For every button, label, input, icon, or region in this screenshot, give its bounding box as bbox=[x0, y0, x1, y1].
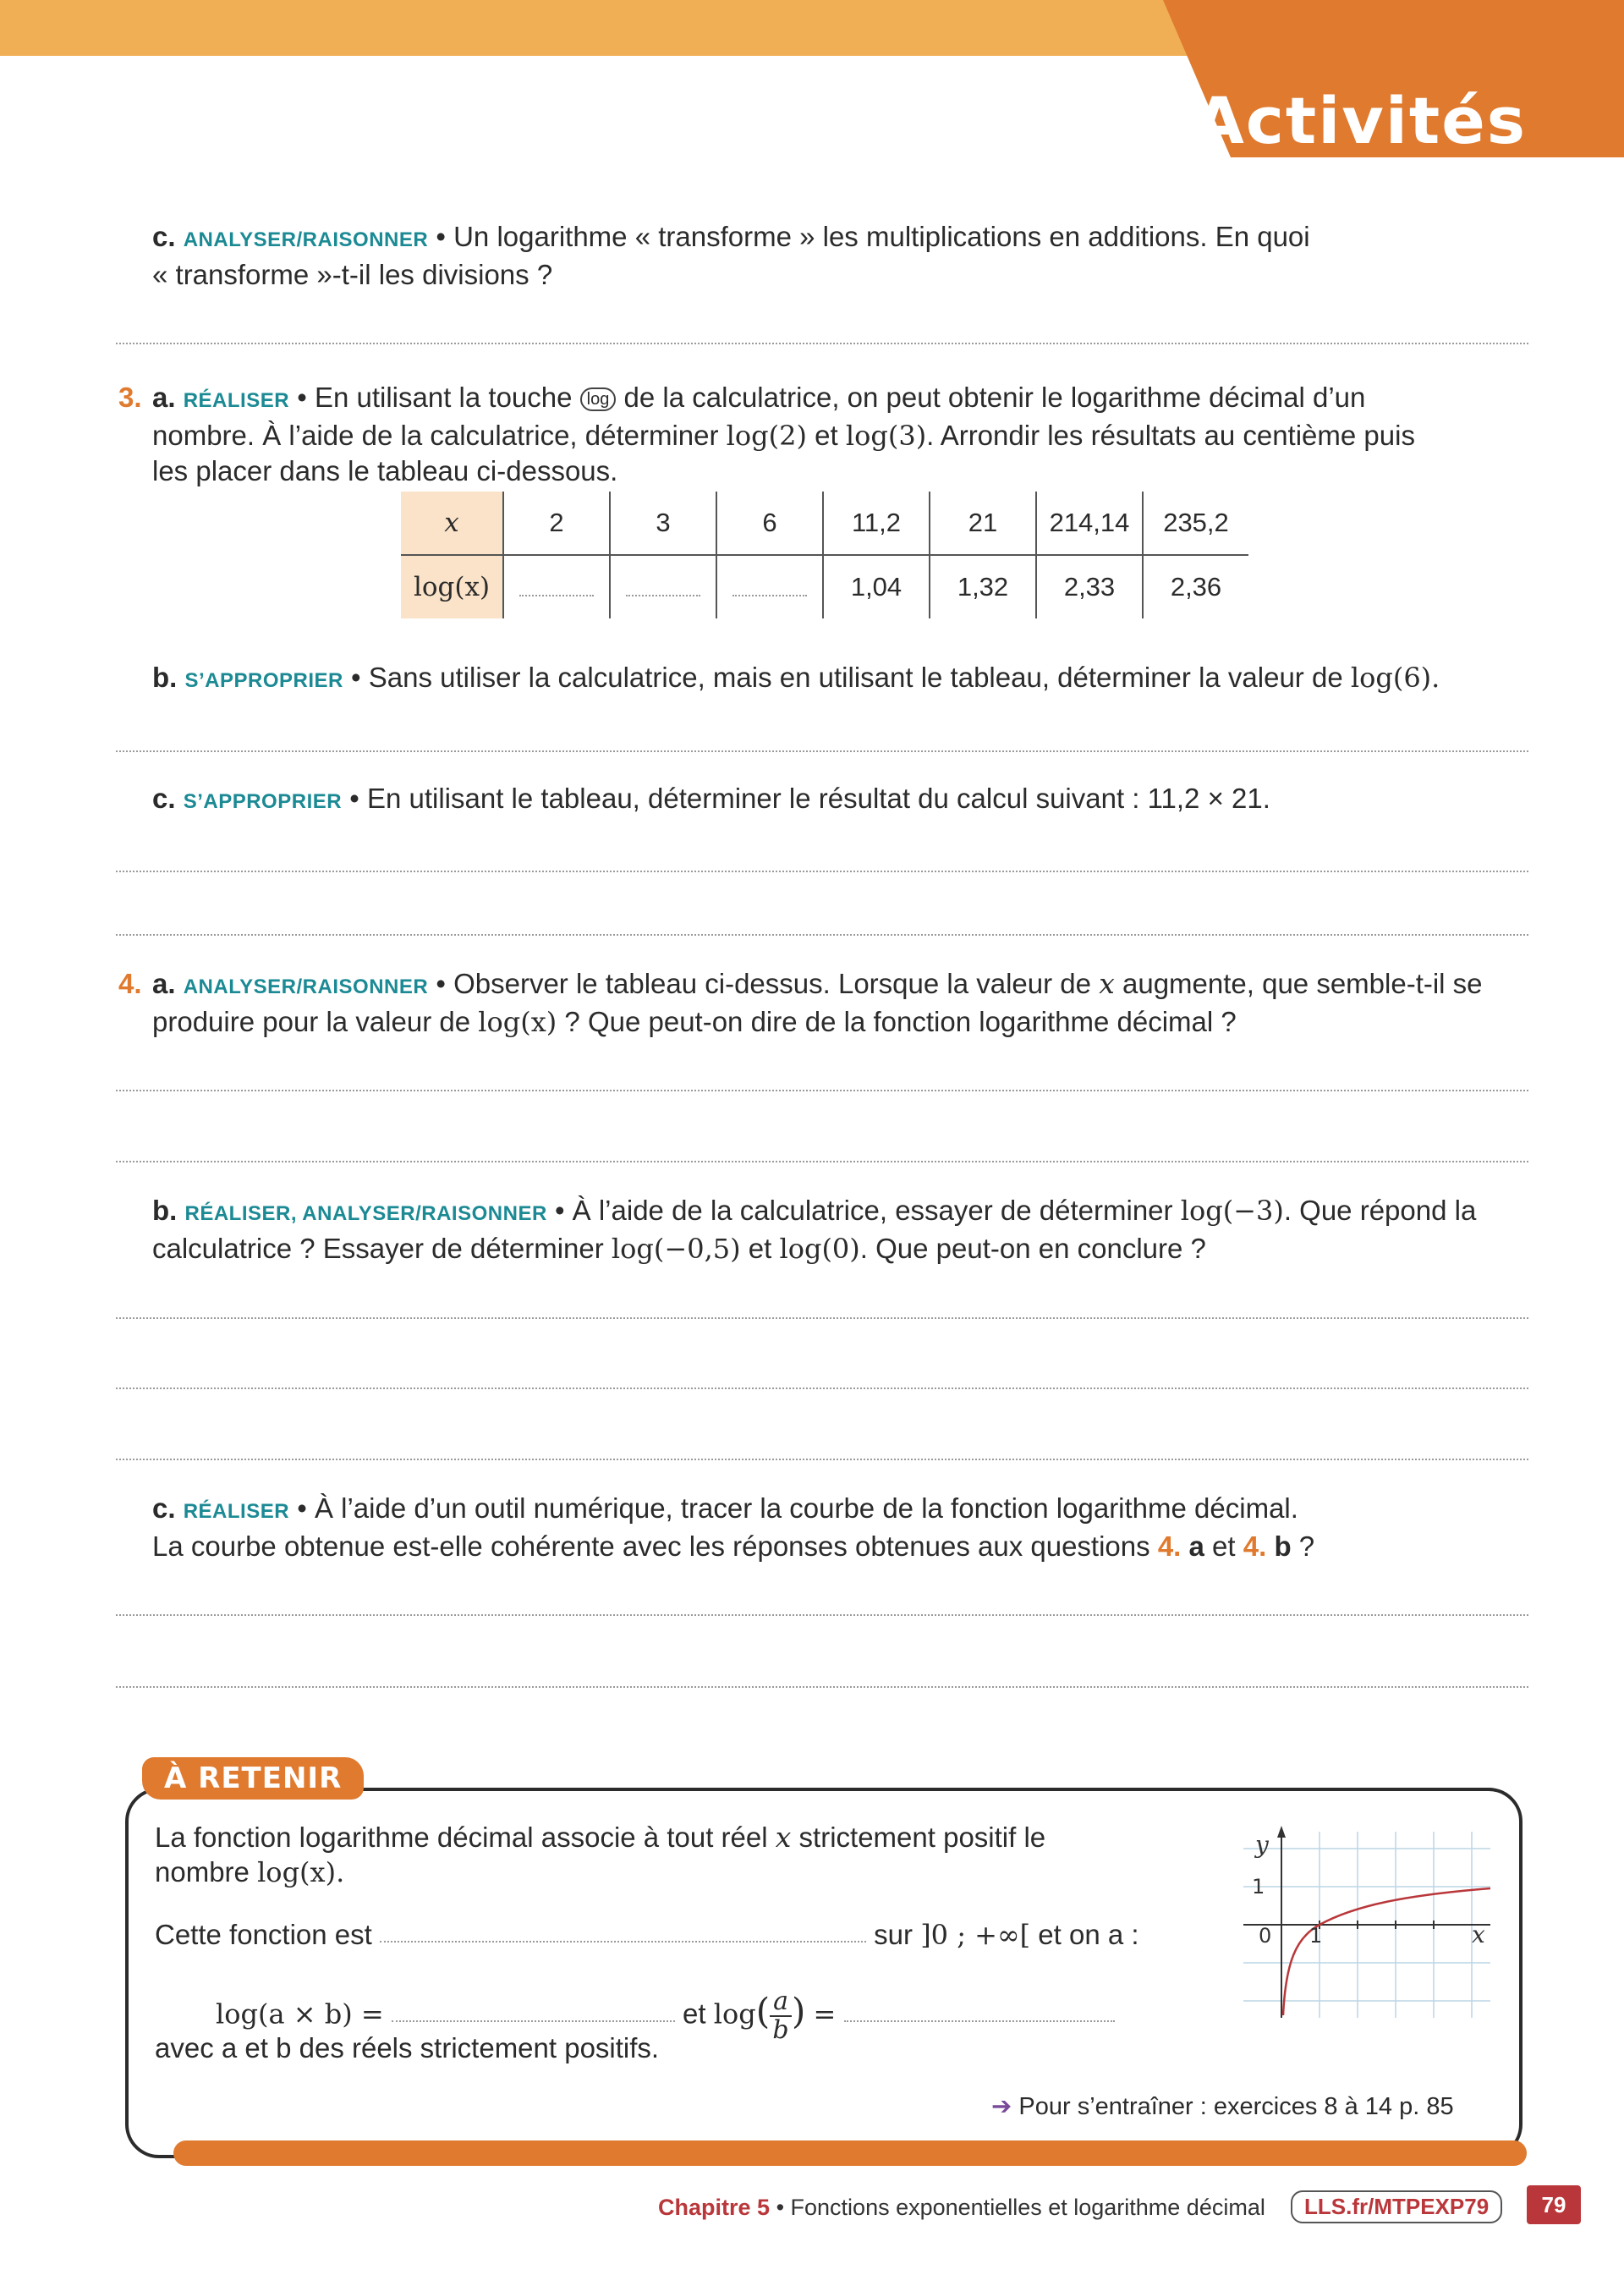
table-cell: 3 bbox=[610, 492, 716, 555]
q2c-text: c. ANALYSER/RAISONNER • Un logarithme « transforme » les multiplications en additions. En quoi « transforme »-t-il les divisions ? bbox=[152, 221, 1310, 290]
answer-line bbox=[116, 1161, 1528, 1162]
table-header-x: x bbox=[401, 492, 503, 555]
answer-line bbox=[116, 1388, 1528, 1389]
q3-number: 3. bbox=[118, 382, 142, 413]
q4b-text: b. RÉALISER, ANALYSER/RAISONNER • À l’aide de la calculatrice, essayer de déterminer log(−3). Que répond la calculatrice ? Essayer de déterminer log(−0,5) et log(0). Que peut-on en conclure ? bbox=[152, 1195, 1477, 1265]
table-blank-cell[interactable] bbox=[610, 555, 716, 618]
answer-line bbox=[116, 1686, 1528, 1688]
table-row bbox=[401, 555, 1248, 618]
answer-line bbox=[116, 1459, 1528, 1460]
answer-line bbox=[116, 934, 1528, 936]
table-cell: 6 bbox=[716, 492, 823, 555]
q3a-text: a. RÉALISER • En utilisant la touche log de la calculatrice, on peut obtenir le logarithme décimal d’un nombre. À l’aide de la calculatrice, déterminer log(2) et log(3). Arrondir les résultats au centième puis les placer dans le tableau ci-dessous. bbox=[152, 382, 1415, 486]
arrow-right-icon: ➔ bbox=[991, 2093, 1012, 2120]
retenir-box-underline bbox=[173, 2140, 1527, 2166]
graph-x-one: 1 bbox=[1309, 1924, 1323, 1948]
graph-y-label: y bbox=[1255, 1831, 1269, 1859]
retenir-variation: Cette fonction est sur ]0 ; +∞[ et on a : bbox=[155, 1919, 1139, 1951]
log-key-icon: log bbox=[580, 387, 617, 411]
q4c-tag: RÉALISER bbox=[183, 1500, 290, 1523]
table-header-log: log(x) bbox=[401, 555, 503, 618]
q3b-tag: S’APPROPRIER bbox=[184, 669, 343, 692]
q4b-tag: RÉALISER, ANALYSER/RAISONNER bbox=[184, 1202, 547, 1225]
q3c-tag: S’APPROPRIER bbox=[183, 790, 343, 813]
table-blank-cell[interactable] bbox=[716, 555, 823, 618]
answer-line bbox=[116, 871, 1528, 872]
blank-field[interactable] bbox=[844, 2020, 1115, 2022]
q4-number: 4. bbox=[118, 968, 142, 999]
q3c-text: c. S’APPROPRIER • En utilisant le tableau, déterminer le résultat du calcul suivant : 11,2 × 21. bbox=[152, 783, 1270, 814]
graph-x-label: x bbox=[1472, 1921, 1485, 1948]
table-cell: 1,32 bbox=[930, 555, 1036, 618]
graph-origin: 0 bbox=[1259, 1924, 1272, 1948]
q4a-text: a. ANALYSER/RAISONNER • Observer le tableau ci-dessus. Lorsque la valeur de x augmente, que semble-t-il se produire pour la valeur de log(x) ? Que peut-on dire de la fonction logarithme décimal ? bbox=[152, 967, 1483, 1038]
table-cell: 1,04 bbox=[823, 555, 930, 618]
table-cell: 21 bbox=[930, 492, 1036, 555]
q3a-tag: RÉALISER bbox=[183, 389, 290, 412]
table-row bbox=[401, 492, 1248, 555]
values-table bbox=[401, 492, 1248, 618]
answer-line bbox=[116, 343, 1528, 344]
page-number: 79 bbox=[1527, 2185, 1581, 2224]
blank-field[interactable] bbox=[392, 2020, 675, 2022]
log-curve bbox=[1283, 1888, 1490, 2015]
y-axis-arrow-icon bbox=[1277, 1826, 1286, 1838]
retenir-definition: La fonction logarithme décimal associe à tout réel x strictement positif le nombre log(x). bbox=[155, 1821, 1046, 1888]
table-cell: 2,36 bbox=[1143, 555, 1248, 618]
answer-line bbox=[116, 750, 1528, 752]
retenir-label: À RETENIR bbox=[142, 1757, 364, 1800]
footer-chapter: Chapitre 5 • Fonctions exponentielles et logarithme décimal bbox=[658, 2195, 1265, 2220]
table-cell: 2 bbox=[503, 492, 610, 555]
table-cell: 214,14 bbox=[1036, 492, 1143, 555]
table-cell: 235,2 bbox=[1143, 492, 1248, 555]
q4a-tag: ANALYSER/RAISONNER bbox=[183, 975, 429, 998]
graph-y-one: 1 bbox=[1252, 1875, 1265, 1899]
log-graph bbox=[1237, 1819, 1499, 2022]
q2c-tag: ANALYSER/RAISONNER bbox=[183, 228, 429, 251]
practice-link[interactable]: ➔ Pour s’entraîner : exercices 8 à 14 p. 85 bbox=[991, 2093, 1454, 2120]
table-cell: 2,33 bbox=[1036, 555, 1143, 618]
table-blank-cell[interactable] bbox=[503, 555, 610, 618]
answer-line bbox=[116, 1614, 1528, 1616]
retenir-condition: avec a et b des réels strictement positifs. bbox=[155, 2032, 660, 2063]
blank-field[interactable] bbox=[380, 1941, 866, 1943]
q4c-text: c. RÉALISER • À l’aide d’un outil numérique, tracer la courbe de la fonction logarithme décimal. La courbe obtenue est-elle cohérente avec les réponses obtenues aux questions 4. a et 4. b ? bbox=[152, 1492, 1315, 1562]
section-title: Activités bbox=[1194, 83, 1527, 158]
q3b-text: b. S’APPROPRIER • Sans utiliser la calculatrice, mais en utilisant le tableau, déterminer la valeur de log(6). bbox=[152, 662, 1440, 694]
retenir-formulas: log(a × b) = et log( $\frac{a}{b}$ ) = bbox=[216, 1988, 1115, 2044]
table-cell: 11,2 bbox=[823, 492, 930, 555]
footer-link[interactable]: LLS.fr/MTPEXP79 bbox=[1291, 2190, 1502, 2223]
answer-line bbox=[116, 1317, 1528, 1319]
answer-line bbox=[116, 1090, 1528, 1091]
